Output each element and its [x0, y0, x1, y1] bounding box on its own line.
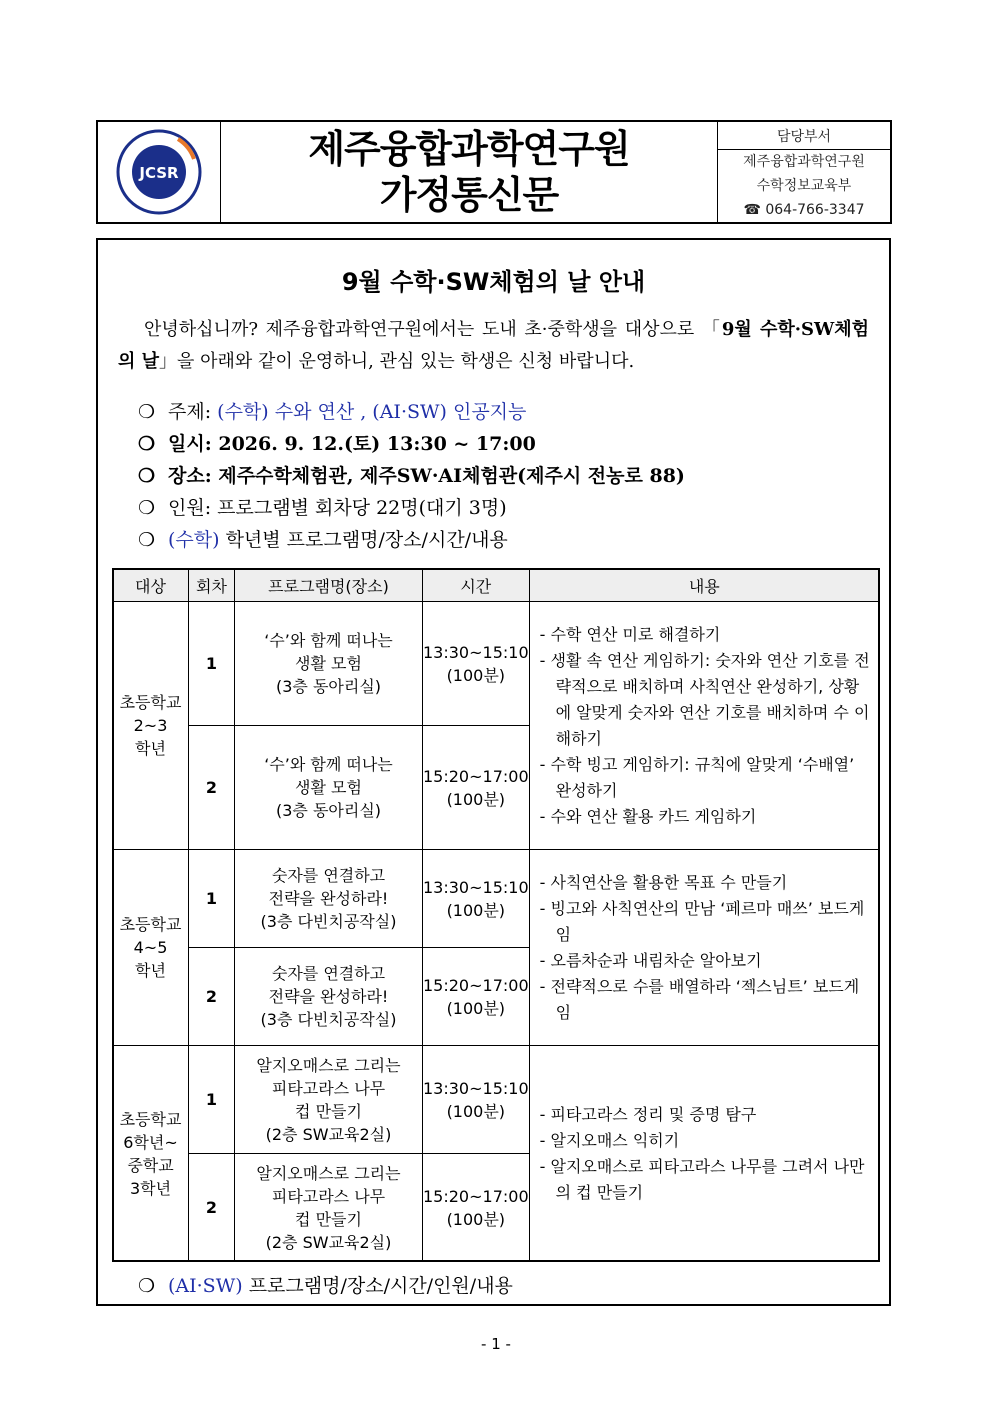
bullet-circle-icon: ❍	[138, 401, 156, 423]
content-item: - 전략적으로 수를 배열하라 ‘젝스님트’ 보드게임	[539, 976, 860, 1022]
dept-phone: ☎ 064-766-3347	[743, 202, 865, 218]
content-item: - 빙고와 사칙연산의 만남 ‘페르마 매쓰’ 보드게임	[539, 898, 865, 944]
main-body	[96, 238, 891, 1306]
bullet-capacity-label: 인원:	[168, 497, 218, 519]
content-item: - 피타고라스 정리 및 증명 탐구	[539, 1104, 757, 1124]
table-row	[113, 1046, 880, 1154]
target-cell: 초등학교 6학년~ 중학교 3학년	[113, 1046, 189, 1262]
letter-title-line1: 제주융합과학연구원	[308, 127, 630, 171]
program-cell: ‘수’와 함께 떠나는 생활 모험 (3층 동아리실)	[235, 726, 423, 850]
content-item: - 수학 연산 미로 해결하기	[539, 624, 721, 644]
document-title: 9월 수학·SW체험의 날 안내	[341, 268, 646, 296]
target-cell: 초등학교 4~5 학년	[113, 850, 189, 1046]
content-item: - 알지오매스 익히기	[539, 1130, 680, 1150]
jcsr-logo	[116, 129, 202, 215]
dept-cell	[718, 122, 890, 222]
session-number: 1	[189, 1046, 235, 1154]
bullet-aisw-label: (AI·SW)	[168, 1275, 249, 1297]
content-item: - 수학 빙고 게임하기: 규칙에 알맞게 ‘수배열’ 완성하기	[539, 754, 855, 800]
bullet-datetime-label: 일시:	[168, 433, 219, 455]
bullet-circle-icon: ❍	[138, 1275, 156, 1297]
session-number: 1	[189, 850, 235, 948]
program-cell: 알지오매스로 그리는 피타고라스 나무 컵 만들기 (2층 SW교육2실)	[235, 1046, 423, 1154]
content-cell	[529, 602, 879, 850]
session-number: 2	[189, 1154, 235, 1262]
dept-line-2: 수학정보교육부	[756, 178, 852, 194]
logo-cell	[98, 122, 221, 222]
bullet-circle-icon: ❍	[138, 497, 156, 519]
title-cell	[221, 122, 718, 222]
intro-paragraph	[118, 314, 869, 378]
program-cell: 숫자를 연결하고 전략을 완성하라! (3층 다빈치공작실)	[235, 948, 423, 1046]
header-session: 회차	[189, 569, 235, 602]
header-content: 내용	[529, 569, 879, 602]
bullet-aisw-programs	[138, 1270, 513, 1302]
table-row	[113, 850, 880, 948]
bullet-location	[138, 460, 685, 492]
time-cell: 13:30~15:10 (100분)	[423, 1046, 530, 1154]
content-item: - 생활 속 연산 게임하기: 숫자와 연산 기호를 전략적으로 배치하며 사칙연산 완성하기, 상황에 알맞게 숫자와 연산 기호를 배치하며 수 이해하기	[539, 650, 870, 748]
bullet-topic-label: 주제:	[168, 401, 218, 423]
table-header-row	[113, 569, 880, 602]
program-cell: 숫자를 연결하고 전략을 완성하라! (3층 다빈치공작실)	[235, 850, 423, 948]
info-bullets	[138, 396, 685, 556]
bullet-math-label: (수학)	[168, 529, 226, 551]
header-time: 시간	[423, 569, 530, 602]
table-row	[113, 602, 880, 726]
dept-line-1: 제주융합과학연구원	[743, 154, 865, 170]
bullet-topic	[138, 396, 685, 428]
bullet-aisw-value: 프로그램명/장소/시간/인원/내용	[248, 1275, 513, 1297]
program-cell: ‘수’와 함께 떠나는 생활 모험 (3층 동아리실)	[235, 602, 423, 726]
target-cell: 초등학교 2~3 학년	[113, 602, 189, 850]
bullet-location-label: 장소:	[168, 465, 219, 487]
page-number: - 1 -	[481, 1335, 511, 1353]
bullet-math-value: 학년별 프로그램명/장소/시간/내용	[225, 529, 508, 551]
content-item: - 오름차순과 내림차순 알아보기	[539, 950, 762, 970]
intro-part2: 」을 아래와 같이 운영하니, 관심 있는 학생은 신청 바랍니다.	[159, 351, 635, 372]
bullet-circle-icon: ❍	[138, 529, 156, 551]
time-cell: 15:20~17:00 (100분)	[423, 726, 530, 850]
content-item: - 수와 연산 활용 카드 게임하기	[539, 806, 757, 826]
bullet-circle-icon: ❍	[138, 465, 156, 487]
time-cell: 15:20~17:00 (100분)	[423, 1154, 530, 1262]
bullet-location-value: 제주수학체험관, 제주SW·AI체험관(제주시 전농로 88)	[218, 465, 685, 487]
bullet-circle-icon: ❍	[138, 433, 156, 455]
bullet-capacity	[138, 492, 685, 524]
bullet-datetime-value: 2026. 9. 12.(토) 13:30 ~ 17:00	[218, 433, 536, 455]
logo-text: JCSR	[139, 164, 179, 182]
time-cell: 13:30~15:10 (100분)	[423, 850, 530, 948]
content-cell	[529, 1046, 879, 1262]
bullet-datetime	[138, 428, 685, 460]
session-number: 2	[189, 948, 235, 1046]
bullet-math-programs	[138, 524, 685, 556]
content-cell	[529, 850, 879, 1046]
bullet-capacity-value: 프로그램별 회차당 22명(대기 3명)	[217, 497, 507, 519]
program-cell: 알지오매스로 그리는 피타고라스 나무 컵 만들기 (2층 SW교육2실)	[235, 1154, 423, 1262]
time-cell: 13:30~15:10 (100분)	[423, 602, 530, 726]
content-item: - 알지오매스로 피타고라스 나무를 그려서 나만의 컵 만들기	[539, 1156, 865, 1202]
bullet-topic-value: (수학) 수와 연산 , (AI·SW) 인공지능	[217, 401, 527, 423]
session-number: 1	[189, 602, 235, 726]
letter-title-line2: 가정통신문	[379, 173, 559, 217]
time-cell: 15:20~17:00 (100분)	[423, 948, 530, 1046]
intro-highlight: 9월 수학·SW체험의 날	[118, 319, 869, 372]
session-number: 2	[189, 726, 235, 850]
dept-label: 담당부서	[718, 122, 890, 150]
header-target: 대상	[113, 569, 189, 602]
content-item: - 사칙연산을 활용한 목표 수 만들기	[539, 872, 788, 892]
letter-header	[96, 120, 892, 224]
program-table	[112, 568, 880, 1262]
header-program: 프로그램명(장소)	[235, 569, 423, 602]
intro-part1: 안녕하십니까? 제주융합과학연구원에서는 도내 초·중학생을 대상으로 「	[144, 319, 722, 340]
